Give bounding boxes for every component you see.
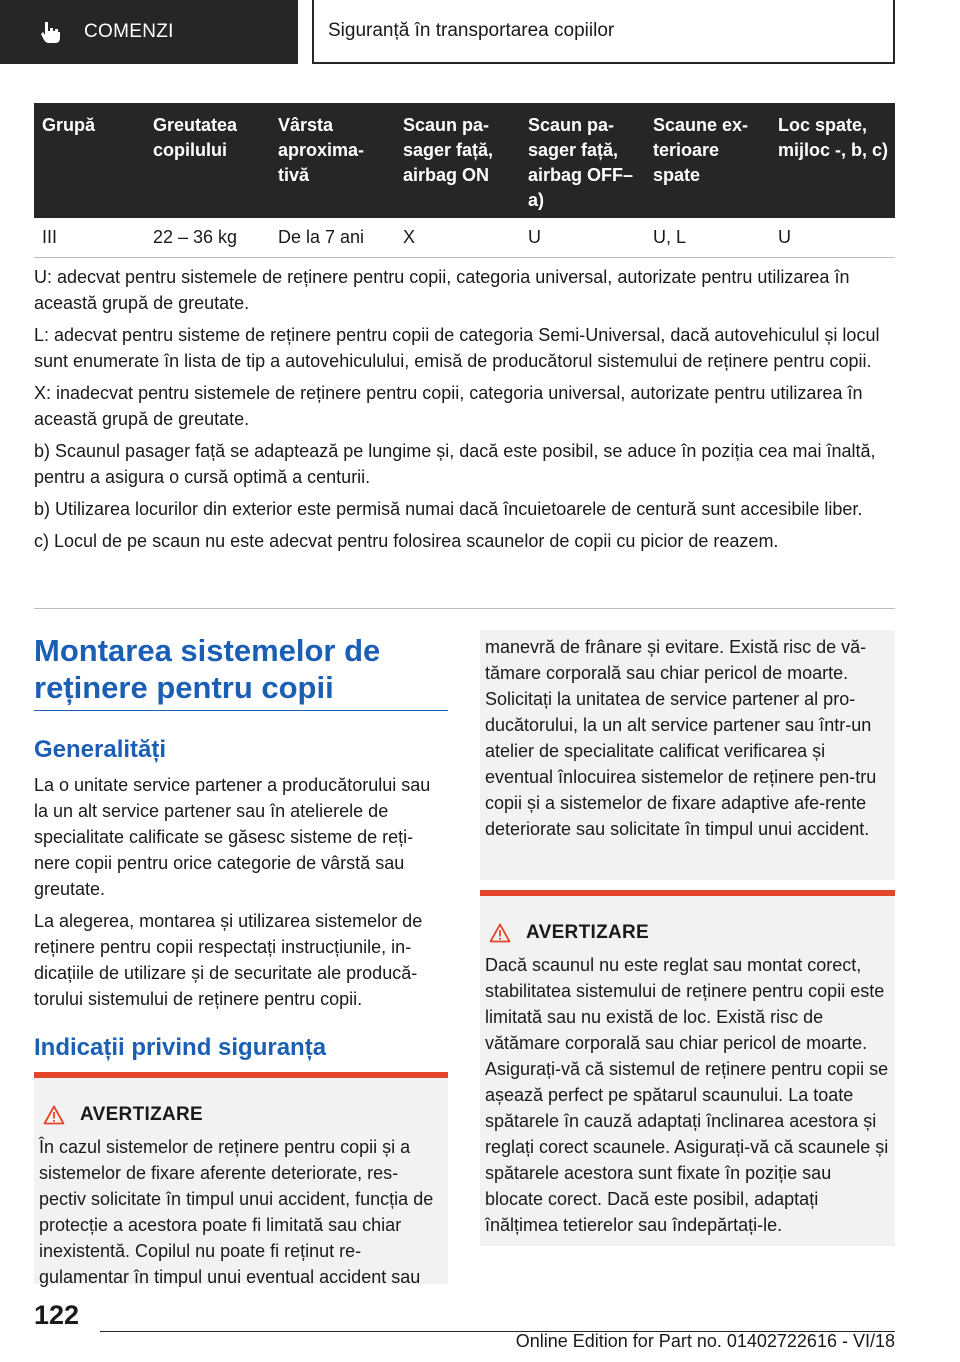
column-header: Scaune ex-terioare spate bbox=[653, 115, 749, 185]
warning-title-text: AVERTIZARE bbox=[526, 922, 649, 943]
section-tab[interactable] bbox=[0, 0, 298, 64]
divider bbox=[34, 608, 895, 609]
chapter-title: Siguranță în transportarea copiilor bbox=[328, 20, 615, 41]
subheading-general: Generalități bbox=[34, 736, 167, 763]
table-cell: U bbox=[528, 227, 541, 247]
table-cell: De la 7 ani bbox=[278, 227, 365, 247]
table-cell: U, L bbox=[653, 227, 687, 247]
warning-title-text: AVERTIZARE bbox=[80, 1104, 203, 1125]
section-heading: Montarea sistemelor de reținere pentru copii bbox=[34, 633, 381, 705]
section-label: COMENZI bbox=[84, 21, 174, 42]
warning-text: Dacă scaunul nu este reglat sau montat corect, stabilitatea sistemului de reținere pentru copii este limitată sau nu există de loc. Există risc de vătămare corporală sau chiar pericol de moarte. Asigurați-vă că sistemul de reținere pentru copii se așează perfect pe spătarul scaunului. La toate spătarele în cauză adaptați înclinarea acestora și reglați corect scaunele. Asigurați-vă că scaunele și spătarele acestora sunt fixate în poziție sau blocate corect. Dacă este posibil, adaptați înălțimea tetierelor sau îndepărtați-le. bbox=[485, 955, 889, 1235]
note-x: X: inadecvat pentru sistemele de reținere pentru copii, categoria universal, autorizate pentru utilizarea în această grupă de greutate. bbox=[34, 383, 863, 429]
column-header: Greutatea copilului bbox=[153, 115, 238, 160]
edition-text: Online Edition for Part no. 01402722616 - VI/18 bbox=[515, 1331, 895, 1351]
table-cell: III bbox=[42, 227, 58, 247]
column-header: Loc spate, mijloc -, b, c) bbox=[778, 115, 889, 160]
note-u: U: adecvat pentru sistemele de reținere pentru copii, categoria universal, autorizate pentru utilizarea în această grupă de greutate. bbox=[34, 267, 850, 313]
table-cell: X bbox=[403, 227, 416, 247]
warning-box bbox=[34, 1072, 448, 1287]
table-header bbox=[34, 103, 895, 218]
table-cell: U bbox=[778, 227, 791, 247]
warning-title bbox=[43, 1104, 203, 1126]
warning-continuation-box bbox=[480, 630, 895, 880]
hand-pointer-icon bbox=[38, 19, 64, 45]
child-seat-table bbox=[34, 103, 895, 258]
warning-continuation-text: manevră de frânare și evitare. Există risc de vă-tămare corporală sau chiar pericol de moarte. Solicitați la unitatea de service partener al pro-ducătorului, la un alt service partener sau într-un atelier de specialitate calificat verificarea și eventual înlocuirea sistemelor de reținere pen-tru copii și a sistemelor de fixare adaptive afe-rente deteriorate sau solicitate în timpul unui accident. bbox=[485, 637, 877, 839]
table-cell: 22 – 36 kg bbox=[153, 227, 238, 247]
table-notes bbox=[34, 264, 895, 560]
note-b2: b) Utilizarea locurilor din exterior este permisă numai dacă încuietoarele de centură sunt accesibile liber. bbox=[34, 499, 863, 519]
note-b1: b) Scaunul pasager față se adaptează pe lungime și, dacă este posibil, se aduce în poziția cea mai înaltă, pentru a asigura o cursă optimă a centurii. bbox=[34, 441, 876, 487]
table-row bbox=[34, 218, 895, 258]
page-number: 122 bbox=[34, 1300, 80, 1330]
warning-box bbox=[480, 890, 895, 1246]
heading-rule bbox=[34, 710, 448, 711]
warning-text: În cazul sistemelor de reținere pentru copii și a sistemelor de fixare aferente deteriorate, res-pectiv solicitate în timpul unui accident, funcția de protecție a acestora poate fi limitată sau chiar inexistentă. Copilul nu poate fi reținut re-gulamentar în timpul unui eventual accident sau bbox=[39, 1137, 434, 1287]
warning-triangle-icon bbox=[489, 923, 511, 943]
column-header: Scaun pa-sager față, airbag ON bbox=[403, 115, 494, 185]
column-header: Grupă bbox=[42, 115, 96, 135]
warning-triangle-icon bbox=[43, 1105, 65, 1125]
paragraph-general: La o unitate service partener a producătorului sau la un alt service partener sau în atelierele de specialitate calificate se găsesc sisteme de reți-nere copii pentru orice categorie de vârstă sau greutate. bbox=[34, 775, 431, 899]
note-l: L: adecvat pentru sisteme de reținere pentru copii de categoria Semi-Universal, dacă autovehiculul și locul sunt enumerate în lista de tip a autovehiculului, emisă de producătorul sistemului de reținere pentru copii. bbox=[34, 325, 880, 371]
column-header: Vârsta aproxima-tivă bbox=[278, 115, 365, 185]
note-c: c) Locul de pe scaun nu este adecvat pentru folosirea scaunelor de copii cu picior de reazem. bbox=[34, 531, 779, 551]
column-header: Scaun pa-sager față, airbag OFF– a) bbox=[528, 115, 634, 210]
paragraph-instructions: La alegerea, montarea și utilizarea sistemelor de reținere pentru copii respectați instrucțiunile, in-dicațiile de utilizare și de securitate ale producă-torului sistemului de reținere pentru copii. bbox=[34, 911, 423, 1009]
subheading-safety: Indicații privind siguranța bbox=[34, 1034, 327, 1061]
warning-title bbox=[489, 922, 649, 944]
chapter-header bbox=[312, 0, 895, 64]
